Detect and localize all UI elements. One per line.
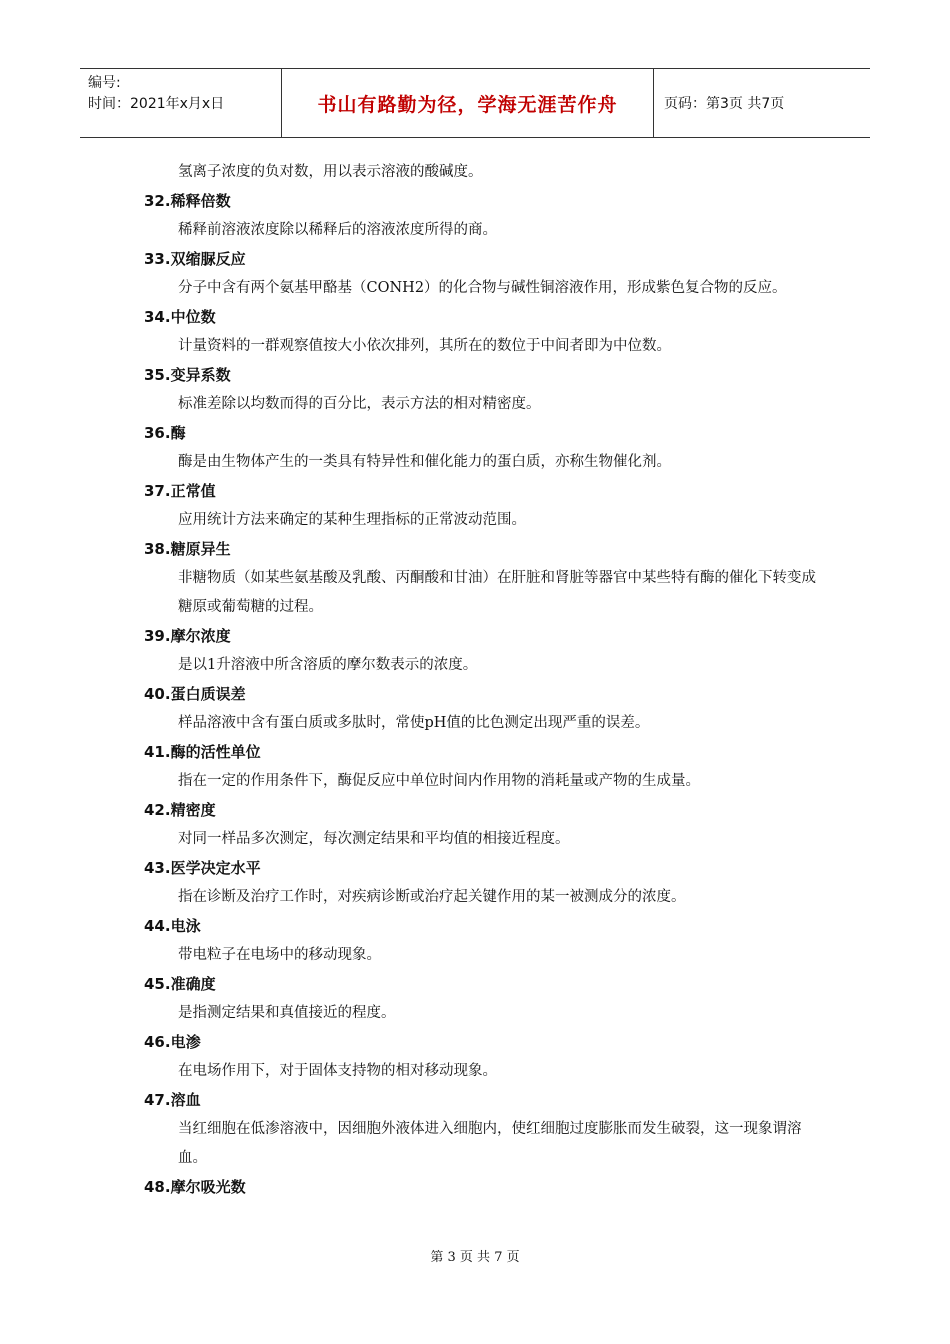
entry [0,970,950,1028]
entry [0,361,950,419]
entry-term: 44.电泳 [144,917,201,935]
entry-definition: 分子中含有两个氨基甲酪基（CONH2）的化合物与碱性铜溶液作用，形成紫色复合物的反应。 [178,280,787,296]
entry [0,738,950,796]
entry-term: 42.精密度 [144,801,216,819]
entry-term: 43.医学决定水平 [144,859,261,877]
entry [0,303,950,361]
entry-term: 48.摩尔吸光数 [144,1178,246,1196]
entry [0,622,950,680]
entry [0,1086,950,1173]
entry-term: 37.正常值 [144,482,216,500]
entry [0,680,950,738]
header-motto: 书山有路勤为径，学海无涯苦作舟 [282,69,654,137]
entry [0,535,950,622]
entry-definition: 是以1升溶液中所含溶质的摩尔数表示的浓度。 [178,657,478,673]
entry-definition: 应用统计方法来确定的某种生理指标的正常波动范围。 [178,512,526,528]
intro-definition: 氢离子浓度的负对数，用以表示溶液的酸碱度。 [178,164,483,180]
entry-term: 35.变异系数 [144,366,231,384]
entry-definition: 样品溶液中含有蛋白质或多肽时，常使pH值的比色测定出现严重的误差。 [178,715,650,731]
entry-term: 33.双缩脲反应 [144,250,246,268]
entry-definition: 稀释前溶液浓度除以稀释后的溶液浓度所得的商。 [178,222,497,238]
entry-term: 47.溶血 [144,1091,201,1109]
header-meta [80,69,282,137]
entry-definition: 对同一样品多次测定，每次测定结果和平均值的相接近程度。 [178,831,570,847]
number-label: 编号: [88,75,121,91]
header-page-code: 页码：第3页 共7页 [664,96,785,112]
entry-definition: 带电粒子在电场中的移动现象。 [178,947,381,963]
entry-definition: 非糖物质（如某些氨基酸及乳酸、丙酮酸和甘油）在肝脏和肾脏等器官中某些特有酶的催化下转变成糖原或葡萄糖的过程。 [178,570,816,615]
entry-definition: 当红细胞在低渗溶液中，因细胞外液体进入细胞内，使红细胞过度膨胀而发生破裂，这一现象谓溶血。 [178,1121,802,1166]
entry-term: 46.电渗 [144,1033,201,1051]
time-label: 时间：2021年x月x日 [88,96,225,112]
entry-term: 45.准确度 [144,975,216,993]
entry-term: 36.酶 [144,424,186,442]
entry [0,854,950,912]
entry [0,419,950,477]
page-header [80,68,870,138]
page-footer: 第 3 页 共 7 页 [430,1250,520,1265]
entry-term: 39.摩尔浓度 [144,627,231,645]
entry-definition: 酶是由生物体产生的一类具有特异性和催化能力的蛋白质，亦称生物催化剂。 [178,454,671,470]
entry-definition: 在电场作用下，对于固体支持物的相对移动现象。 [178,1063,497,1079]
entry-definition: 是指测定结果和真值接近的程度。 [178,1005,396,1021]
entry-term: 32.稀释倍数 [144,192,231,210]
entry-definition: 计量资料的一群观察值按大小依次排列，其所在的数位于中间者即为中位数。 [178,338,671,354]
entry-term: 41.酶的活性单位 [144,743,261,761]
entry [0,477,950,535]
entry [0,1173,950,1202]
entry-definition: 指在诊断及治疗工作时，对疾病诊断或治疗起关键作用的某一被测成分的浓度。 [178,889,686,905]
entry-definition: 指在一定的作用条件下，酶促反应中单位时间内作用物的消耗量或产物的生成量。 [178,773,700,789]
document-body [0,158,950,1202]
entry [0,245,950,303]
entry [0,796,950,854]
entry [0,1028,950,1086]
entry-definition: 标准差除以均数而得的百分比，表示方法的相对精密度。 [178,396,541,412]
entry-term: 40.蛋白质误差 [144,685,246,703]
entry-term: 34.中位数 [144,308,216,326]
entry-term: 38.糖原异生 [144,540,231,558]
entry [0,187,950,245]
entry [0,912,950,970]
